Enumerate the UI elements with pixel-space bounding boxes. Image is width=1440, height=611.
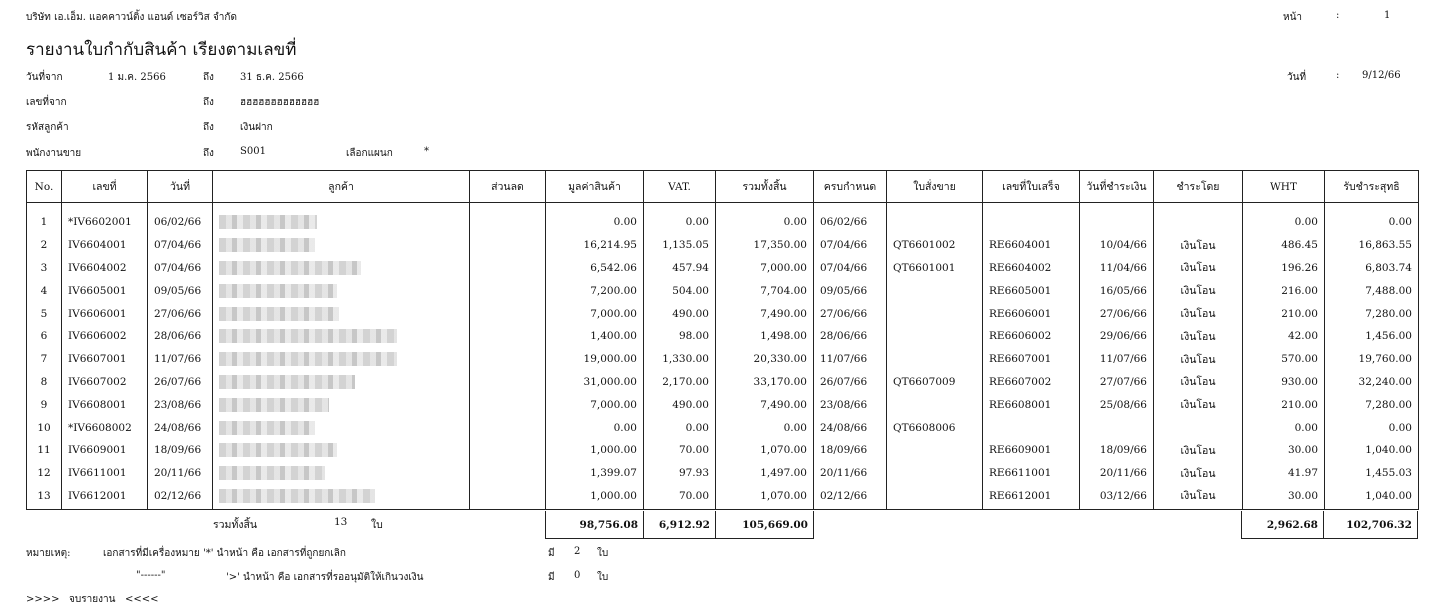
row-paid-by: เงินโอน xyxy=(1154,279,1243,302)
row-due: 07/04/66 xyxy=(814,234,887,257)
row-doc-no: IV6604002 xyxy=(62,257,148,280)
row-wht: 210.00 xyxy=(1243,393,1325,416)
table-row xyxy=(27,439,1419,462)
row-vat: 1,330.00 xyxy=(644,348,716,371)
table-row xyxy=(27,393,1419,416)
row-vat: 70.00 xyxy=(644,439,716,462)
redacted-customer-name xyxy=(219,284,337,298)
customer-to-label: ถึง xyxy=(203,122,214,133)
row-total: 1,070.00 xyxy=(716,439,814,462)
notes-line2: '>' นำหน้า คือ เอกสารที่รออนุมัติให้เกินวงเงิน xyxy=(226,572,424,583)
row-paid-date: 18/09/66 xyxy=(1080,439,1154,462)
row-wht: 196.26 xyxy=(1243,257,1325,280)
doc-no-to-label: ถึง xyxy=(203,97,214,108)
row-customer xyxy=(213,234,470,257)
totals-unit: ใบ xyxy=(371,519,383,531)
table-row xyxy=(27,279,1419,302)
print-date: 9/12/66 xyxy=(1362,70,1401,81)
row-amount: 7,000.00 xyxy=(546,393,644,416)
row-wht: 30.00 xyxy=(1243,439,1325,462)
row-net: 1,040.00 xyxy=(1325,439,1419,462)
row-paid-by xyxy=(1154,211,1243,234)
row-date: 06/02/66 xyxy=(148,211,213,234)
col-header-paid-date: วันที่ชำระเงิน xyxy=(1080,171,1154,203)
row-sales-order: QT6608006 xyxy=(887,416,983,439)
row-wht: 0.00 xyxy=(1243,416,1325,439)
salesperson-label: พนักงานขาย xyxy=(26,148,82,159)
row-customer xyxy=(213,371,470,394)
department-label: เลือกแผนก xyxy=(346,148,393,159)
row-net: 0.00 xyxy=(1325,416,1419,439)
row-sales-order: QT6601001 xyxy=(887,257,983,280)
row-amount: 1,400.00 xyxy=(546,325,644,348)
row-net: 7,488.00 xyxy=(1325,279,1419,302)
redacted-customer-name xyxy=(219,466,325,480)
row-due: 18/09/66 xyxy=(814,439,887,462)
row-wht: 216.00 xyxy=(1243,279,1325,302)
row-total: 0.00 xyxy=(716,211,814,234)
row-no: 7 xyxy=(27,348,62,371)
row-wht: 0.00 xyxy=(1243,211,1325,234)
notes-line1: เอกสารที่มีเครื่องหมาย '*' นำหน้า คือ เอกสารที่ถูกยกเลิก xyxy=(103,548,346,559)
totals-vat: 6,912.92 xyxy=(658,519,710,531)
row-doc-no: IV6612001 xyxy=(62,485,148,510)
row-receipt: RE6606002 xyxy=(983,325,1080,348)
col-header-date: วันที่ xyxy=(148,171,213,203)
row-receipt: RE6607002 xyxy=(983,371,1080,394)
row-due: 07/04/66 xyxy=(814,257,887,280)
row-paid-by: เงินโอน xyxy=(1154,439,1243,462)
row-due: 26/07/66 xyxy=(814,371,887,394)
row-date: 07/04/66 xyxy=(148,257,213,280)
row-date: 20/11/66 xyxy=(148,462,213,485)
row-due: 27/06/66 xyxy=(814,302,887,325)
row-no: 12 xyxy=(27,462,62,485)
row-due: 20/11/66 xyxy=(814,462,887,485)
notes-line1-count: 2 xyxy=(574,546,581,557)
date-to-label: ถึง xyxy=(203,72,214,83)
notes-line2-has: มี xyxy=(548,572,555,583)
row-doc-no: IV6608001 xyxy=(62,393,148,416)
row-receipt: RE6609001 xyxy=(983,439,1080,462)
redacted-customer-name xyxy=(219,307,339,321)
row-amount: 0.00 xyxy=(546,416,644,439)
doc-no-from-label: เลขที่จาก xyxy=(26,97,67,108)
row-discount xyxy=(470,393,546,416)
row-no: 8 xyxy=(27,371,62,394)
table-row xyxy=(27,211,1419,234)
row-receipt: RE6605001 xyxy=(983,279,1080,302)
col-header-net: รับชำระสุทธิ xyxy=(1325,171,1419,203)
row-paid-by: เงินโอน xyxy=(1154,393,1243,416)
row-no: 1 xyxy=(27,211,62,234)
row-due: 23/08/66 xyxy=(814,393,887,416)
row-sales-order xyxy=(887,485,983,510)
end-of-report: >>>> จบรายงาน <<<< xyxy=(26,594,159,605)
row-paid-date: 20/11/66 xyxy=(1080,462,1154,485)
row-total: 7,000.00 xyxy=(716,257,814,280)
col-header-discount: ส่วนลด xyxy=(470,171,546,203)
row-no: 6 xyxy=(27,325,62,348)
col-header-sales-order: ใบสั่งขาย xyxy=(887,171,983,203)
row-paid-date: 11/04/66 xyxy=(1080,257,1154,280)
row-amount: 1,399.07 xyxy=(546,462,644,485)
notes-line2-unit: ใบ xyxy=(597,572,609,583)
row-vat: 504.00 xyxy=(644,279,716,302)
row-date: 28/06/66 xyxy=(148,325,213,348)
row-due: 06/02/66 xyxy=(814,211,887,234)
row-customer xyxy=(213,439,470,462)
row-paid-by: เงินโอน xyxy=(1154,234,1243,257)
totals-amount: 98,756.08 xyxy=(579,519,638,531)
row-discount xyxy=(470,234,546,257)
row-doc-no: *IV6608002 xyxy=(62,416,148,439)
row-due: 28/06/66 xyxy=(814,325,887,348)
col-header-receipt: เลขที่ใบเสร็จ xyxy=(983,171,1080,203)
row-total: 17,350.00 xyxy=(716,234,814,257)
col-header-due: ครบกำหนด xyxy=(814,171,887,203)
row-net: 6,803.74 xyxy=(1325,257,1419,280)
row-receipt: RE6608001 xyxy=(983,393,1080,416)
table-row xyxy=(27,302,1419,325)
row-receipt: RE6607001 xyxy=(983,348,1080,371)
row-no: 10 xyxy=(27,416,62,439)
row-customer xyxy=(213,348,470,371)
col-header-paid-by: ชำระโดย xyxy=(1154,171,1243,203)
table-row xyxy=(27,462,1419,485)
row-due: 11/07/66 xyxy=(814,348,887,371)
row-vat: 490.00 xyxy=(644,393,716,416)
row-net: 1,456.00 xyxy=(1325,325,1419,348)
row-sales-order xyxy=(887,462,983,485)
row-date: 27/06/66 xyxy=(148,302,213,325)
row-vat: 0.00 xyxy=(644,211,716,234)
redacted-customer-name xyxy=(219,375,355,389)
row-total: 0.00 xyxy=(716,416,814,439)
row-sales-order xyxy=(887,325,983,348)
row-date: 26/07/66 xyxy=(148,371,213,394)
customer-code-label: รหัสลูกค้า xyxy=(26,122,69,133)
row-paid-date xyxy=(1080,416,1154,439)
row-discount xyxy=(470,439,546,462)
row-doc-no: IV6606002 xyxy=(62,325,148,348)
notes-label: หมายเหตุ: xyxy=(26,548,71,559)
row-date: 07/04/66 xyxy=(148,234,213,257)
row-net: 1,455.03 xyxy=(1325,462,1419,485)
row-paid-by: เงินโอน xyxy=(1154,462,1243,485)
totals-label: รวมทั้งสิ้น xyxy=(213,519,258,531)
row-vat: 490.00 xyxy=(644,302,716,325)
row-doc-no: IV6605001 xyxy=(62,279,148,302)
row-no: 3 xyxy=(27,257,62,280)
row-paid-date: 03/12/66 xyxy=(1080,485,1154,510)
row-sales-order: QT6601002 xyxy=(887,234,983,257)
row-amount: 1,000.00 xyxy=(546,485,644,510)
row-total: 20,330.00 xyxy=(716,348,814,371)
row-paid-date: 29/06/66 xyxy=(1080,325,1154,348)
row-discount xyxy=(470,302,546,325)
col-header-no: No. xyxy=(27,171,62,203)
row-date: 23/08/66 xyxy=(148,393,213,416)
table-row xyxy=(27,485,1419,510)
row-discount xyxy=(470,485,546,510)
row-paid-by: เงินโอน xyxy=(1154,485,1243,510)
redacted-customer-name xyxy=(219,352,397,366)
redacted-customer-name xyxy=(219,215,317,229)
row-no: 4 xyxy=(27,279,62,302)
row-total: 1,070.00 xyxy=(716,485,814,510)
page-sep: : xyxy=(1336,10,1340,21)
row-paid-by: เงินโอน xyxy=(1154,371,1243,394)
table-row xyxy=(27,234,1419,257)
redacted-customer-name xyxy=(219,398,329,412)
row-paid-by xyxy=(1154,416,1243,439)
table-row xyxy=(27,348,1419,371)
totals-total: 105,669.00 xyxy=(742,519,808,531)
row-doc-no: IV6607001 xyxy=(62,348,148,371)
col-header-doc-no: เลขที่ xyxy=(62,171,148,203)
row-due: 09/05/66 xyxy=(814,279,887,302)
row-vat: 1,135.05 xyxy=(644,234,716,257)
table-row xyxy=(27,257,1419,280)
row-paid-date: 27/07/66 xyxy=(1080,371,1154,394)
row-net: 19,760.00 xyxy=(1325,348,1419,371)
row-due: 24/08/66 xyxy=(814,416,887,439)
row-date: 18/09/66 xyxy=(148,439,213,462)
row-customer xyxy=(213,257,470,280)
row-wht: 570.00 xyxy=(1243,348,1325,371)
row-amount: 7,000.00 xyxy=(546,302,644,325)
row-paid-by: เงินโอน xyxy=(1154,257,1243,280)
row-net: 7,280.00 xyxy=(1325,393,1419,416)
totals-net: 102,706.32 xyxy=(1346,519,1412,531)
col-header-amount: มูลค่าสินค้า xyxy=(546,171,644,203)
row-net: 1,040.00 xyxy=(1325,485,1419,510)
row-amount: 19,000.00 xyxy=(546,348,644,371)
redacted-customer-name xyxy=(219,238,315,252)
department-value: * xyxy=(424,146,429,157)
row-net: 7,280.00 xyxy=(1325,302,1419,325)
col-header-customer: ลูกค้า xyxy=(213,171,470,203)
row-customer xyxy=(213,485,470,510)
row-discount xyxy=(470,257,546,280)
row-wht: 486.45 xyxy=(1243,234,1325,257)
row-sales-order xyxy=(887,348,983,371)
row-sales-order xyxy=(887,302,983,325)
row-date: 24/08/66 xyxy=(148,416,213,439)
row-amount: 1,000.00 xyxy=(546,439,644,462)
table-row xyxy=(27,325,1419,348)
notes-line2-count: 0 xyxy=(574,570,581,581)
row-no: 5 xyxy=(27,302,62,325)
row-total: 7,490.00 xyxy=(716,302,814,325)
customer-to: เงินฝาก xyxy=(240,122,273,133)
doc-no-to: ฮฮฮฮฮฮฮฮฮฮฮฮฮ xyxy=(240,97,320,108)
row-total: 7,490.00 xyxy=(716,393,814,416)
row-doc-no: IV6609001 xyxy=(62,439,148,462)
row-due: 02/12/66 xyxy=(814,485,887,510)
row-receipt: RE6604002 xyxy=(983,257,1080,280)
salesperson-to-label: ถึง xyxy=(203,148,214,159)
row-doc-no: *IV6602001 xyxy=(62,211,148,234)
row-paid-by: เงินโอน xyxy=(1154,325,1243,348)
row-total: 33,170.00 xyxy=(716,371,814,394)
row-vat: 70.00 xyxy=(644,485,716,510)
row-amount: 6,542.06 xyxy=(546,257,644,280)
row-paid-date: 25/08/66 xyxy=(1080,393,1154,416)
row-sales-order xyxy=(887,279,983,302)
col-header-vat: VAT. xyxy=(644,171,716,203)
print-date-sep: : xyxy=(1336,70,1340,81)
page-number: 1 xyxy=(1384,10,1391,21)
notes-line1-has: มี xyxy=(548,548,555,559)
redacted-customer-name xyxy=(219,489,375,503)
row-wht: 30.00 xyxy=(1243,485,1325,510)
row-date: 02/12/66 xyxy=(148,485,213,510)
date-to: 31 ธ.ค. 2566 xyxy=(240,72,304,83)
row-receipt: RE6606001 xyxy=(983,302,1080,325)
row-amount: 7,200.00 xyxy=(546,279,644,302)
row-sales-order xyxy=(887,393,983,416)
page-label: หน้า xyxy=(1283,12,1303,23)
row-total: 1,497.00 xyxy=(716,462,814,485)
redacted-customer-name xyxy=(219,261,361,275)
col-header-total: รวมทั้งสิ้น xyxy=(716,171,814,203)
row-customer xyxy=(213,279,470,302)
row-paid-date: 16/05/66 xyxy=(1080,279,1154,302)
row-doc-no: IV6611001 xyxy=(62,462,148,485)
row-customer xyxy=(213,393,470,416)
col-header-wht: WHT xyxy=(1243,171,1325,203)
row-discount xyxy=(470,416,546,439)
row-vat: 0.00 xyxy=(644,416,716,439)
row-net: 16,863.55 xyxy=(1325,234,1419,257)
row-discount xyxy=(470,348,546,371)
redacted-customer-name xyxy=(219,329,397,343)
row-receipt: RE6604001 xyxy=(983,234,1080,257)
table-row xyxy=(27,416,1419,439)
row-sales-order xyxy=(887,439,983,462)
report-title: รายงานใบกำกับสินค้า เรียงตามเลขที่ xyxy=(26,40,297,60)
row-no: 9 xyxy=(27,393,62,416)
row-receipt xyxy=(983,211,1080,234)
salesperson-to: S001 xyxy=(240,146,266,157)
row-sales-order xyxy=(887,211,983,234)
row-total: 7,704.00 xyxy=(716,279,814,302)
row-discount xyxy=(470,325,546,348)
table-header-row xyxy=(27,171,1419,203)
row-amount: 16,214.95 xyxy=(546,234,644,257)
row-net: 0.00 xyxy=(1325,211,1419,234)
row-discount xyxy=(470,462,546,485)
totals-count: 13 xyxy=(334,516,348,528)
row-paid-date: 10/04/66 xyxy=(1080,234,1154,257)
print-date-label: วันที่ xyxy=(1287,72,1307,83)
table-row xyxy=(27,371,1419,394)
row-total: 1,498.00 xyxy=(716,325,814,348)
row-paid-date: 11/07/66 xyxy=(1080,348,1154,371)
row-paid-by: เงินโอน xyxy=(1154,302,1243,325)
row-paid-date xyxy=(1080,211,1154,234)
row-receipt: RE6611001 xyxy=(983,462,1080,485)
row-no: 13 xyxy=(27,485,62,510)
row-wht: 930.00 xyxy=(1243,371,1325,394)
row-customer xyxy=(213,325,470,348)
row-customer xyxy=(213,462,470,485)
invoice-table xyxy=(26,170,1419,510)
row-doc-no: IV6606001 xyxy=(62,302,148,325)
row-date: 11/07/66 xyxy=(148,348,213,371)
row-customer xyxy=(213,211,470,234)
totals-wht: 2,962.68 xyxy=(1266,519,1318,531)
row-receipt: RE6612001 xyxy=(983,485,1080,510)
row-discount xyxy=(470,371,546,394)
company-name: บริษัท เอ.เอ็ม. แอคคาวน์ติ้ง แอนด์ เซอร์วิส จำกัด xyxy=(26,12,237,23)
row-customer xyxy=(213,302,470,325)
row-doc-no: IV6607002 xyxy=(62,371,148,394)
row-net: 32,240.00 xyxy=(1325,371,1419,394)
row-sales-order: QT6607009 xyxy=(887,371,983,394)
row-date: 09/05/66 xyxy=(148,279,213,302)
row-amount: 31,000.00 xyxy=(546,371,644,394)
row-no: 11 xyxy=(27,439,62,462)
row-doc-no: IV6604001 xyxy=(62,234,148,257)
row-customer xyxy=(213,416,470,439)
redacted-customer-name xyxy=(219,421,315,435)
row-vat: 98.00 xyxy=(644,325,716,348)
row-vat: 2,170.00 xyxy=(644,371,716,394)
row-paid-by: เงินโอน xyxy=(1154,348,1243,371)
notes-line2-prefix: "------" xyxy=(136,570,166,581)
row-no: 2 xyxy=(27,234,62,257)
row-wht: 42.00 xyxy=(1243,325,1325,348)
row-amount: 0.00 xyxy=(546,211,644,234)
row-paid-date: 27/06/66 xyxy=(1080,302,1154,325)
row-discount xyxy=(470,279,546,302)
redacted-customer-name xyxy=(219,443,337,457)
date-from: 1 ม.ค. 2566 xyxy=(108,72,166,83)
date-from-label: วันที่จาก xyxy=(26,72,63,83)
row-vat: 97.93 xyxy=(644,462,716,485)
row-vat: 457.94 xyxy=(644,257,716,280)
row-receipt xyxy=(983,416,1080,439)
row-wht: 210.00 xyxy=(1243,302,1325,325)
row-discount xyxy=(470,211,546,234)
row-wht: 41.97 xyxy=(1243,462,1325,485)
notes-line1-unit: ใบ xyxy=(597,548,609,559)
